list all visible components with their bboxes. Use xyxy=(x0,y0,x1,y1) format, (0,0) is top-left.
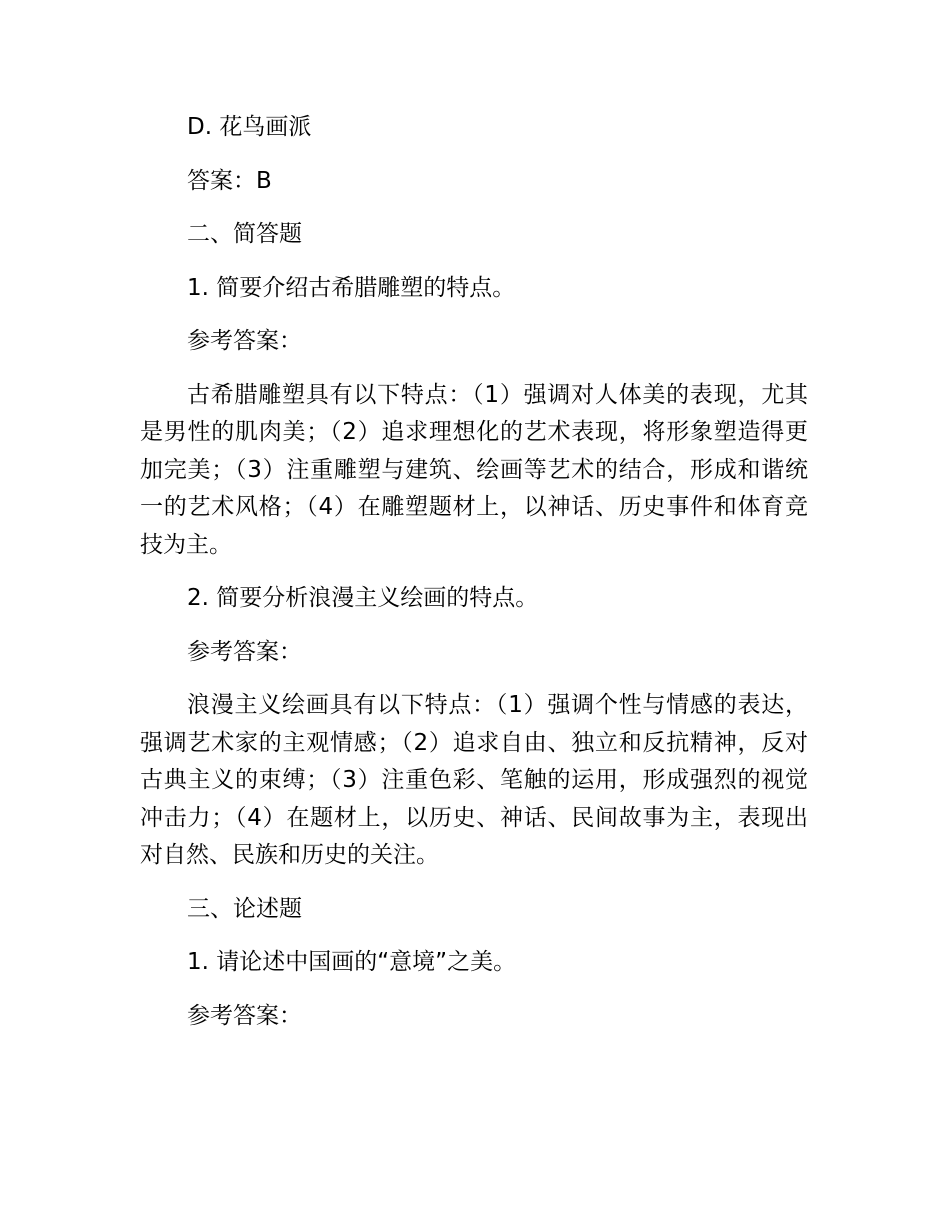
reference-answer-label: 参考答案： xyxy=(187,638,302,665)
question-romanticism: 2. 简要分析浪漫主义绘画的特点。 xyxy=(187,585,539,611)
answer-greek-sculpture: 古希腊雕塑具有以下特点：（1）强调对人体美的表现，尤其是男性的肌肉美；（2）追求理想化的艺术表现，将形象塑造得更加完美；（3）注重雕塑与建筑、绘画等艺术的结合，形成和谐统一的艺术风格；（4）在雕塑题材上，以神话、历史事件和体育竞技为主。 xyxy=(140,381,808,558)
question-chinese-painting: 1. 请论述中国画的“意境”之美。 xyxy=(187,949,517,975)
section-heading-short-answer: 二、简答题 xyxy=(187,221,302,247)
answer-text: 答案：B xyxy=(187,167,272,194)
option-d-text: D. 花鸟画派 xyxy=(187,114,312,140)
document-body xyxy=(140,109,808,1051)
question-greek-sculpture: 1. 简要介绍古希腊雕塑的特点。 xyxy=(187,274,516,301)
section-heading-essay: 三、论述题 xyxy=(187,895,302,922)
answer-romanticism: 浪漫主义绘画具有以下特点：（1）强调个性与情感的表达，强调艺术家的主观情感；（2）追求自由、独立和反抗精神，反对古典主义的束缚；（3）注重色彩、笔触的运用，形成强烈的视觉冲击力；（4）在题材上，以历史、神话、民间故事为主，表现出对自然、民族和历史的关注。 xyxy=(140,692,808,868)
reference-answer-label: 参考答案： xyxy=(187,328,302,354)
reference-answer-label: 参考答案： xyxy=(187,1002,302,1029)
